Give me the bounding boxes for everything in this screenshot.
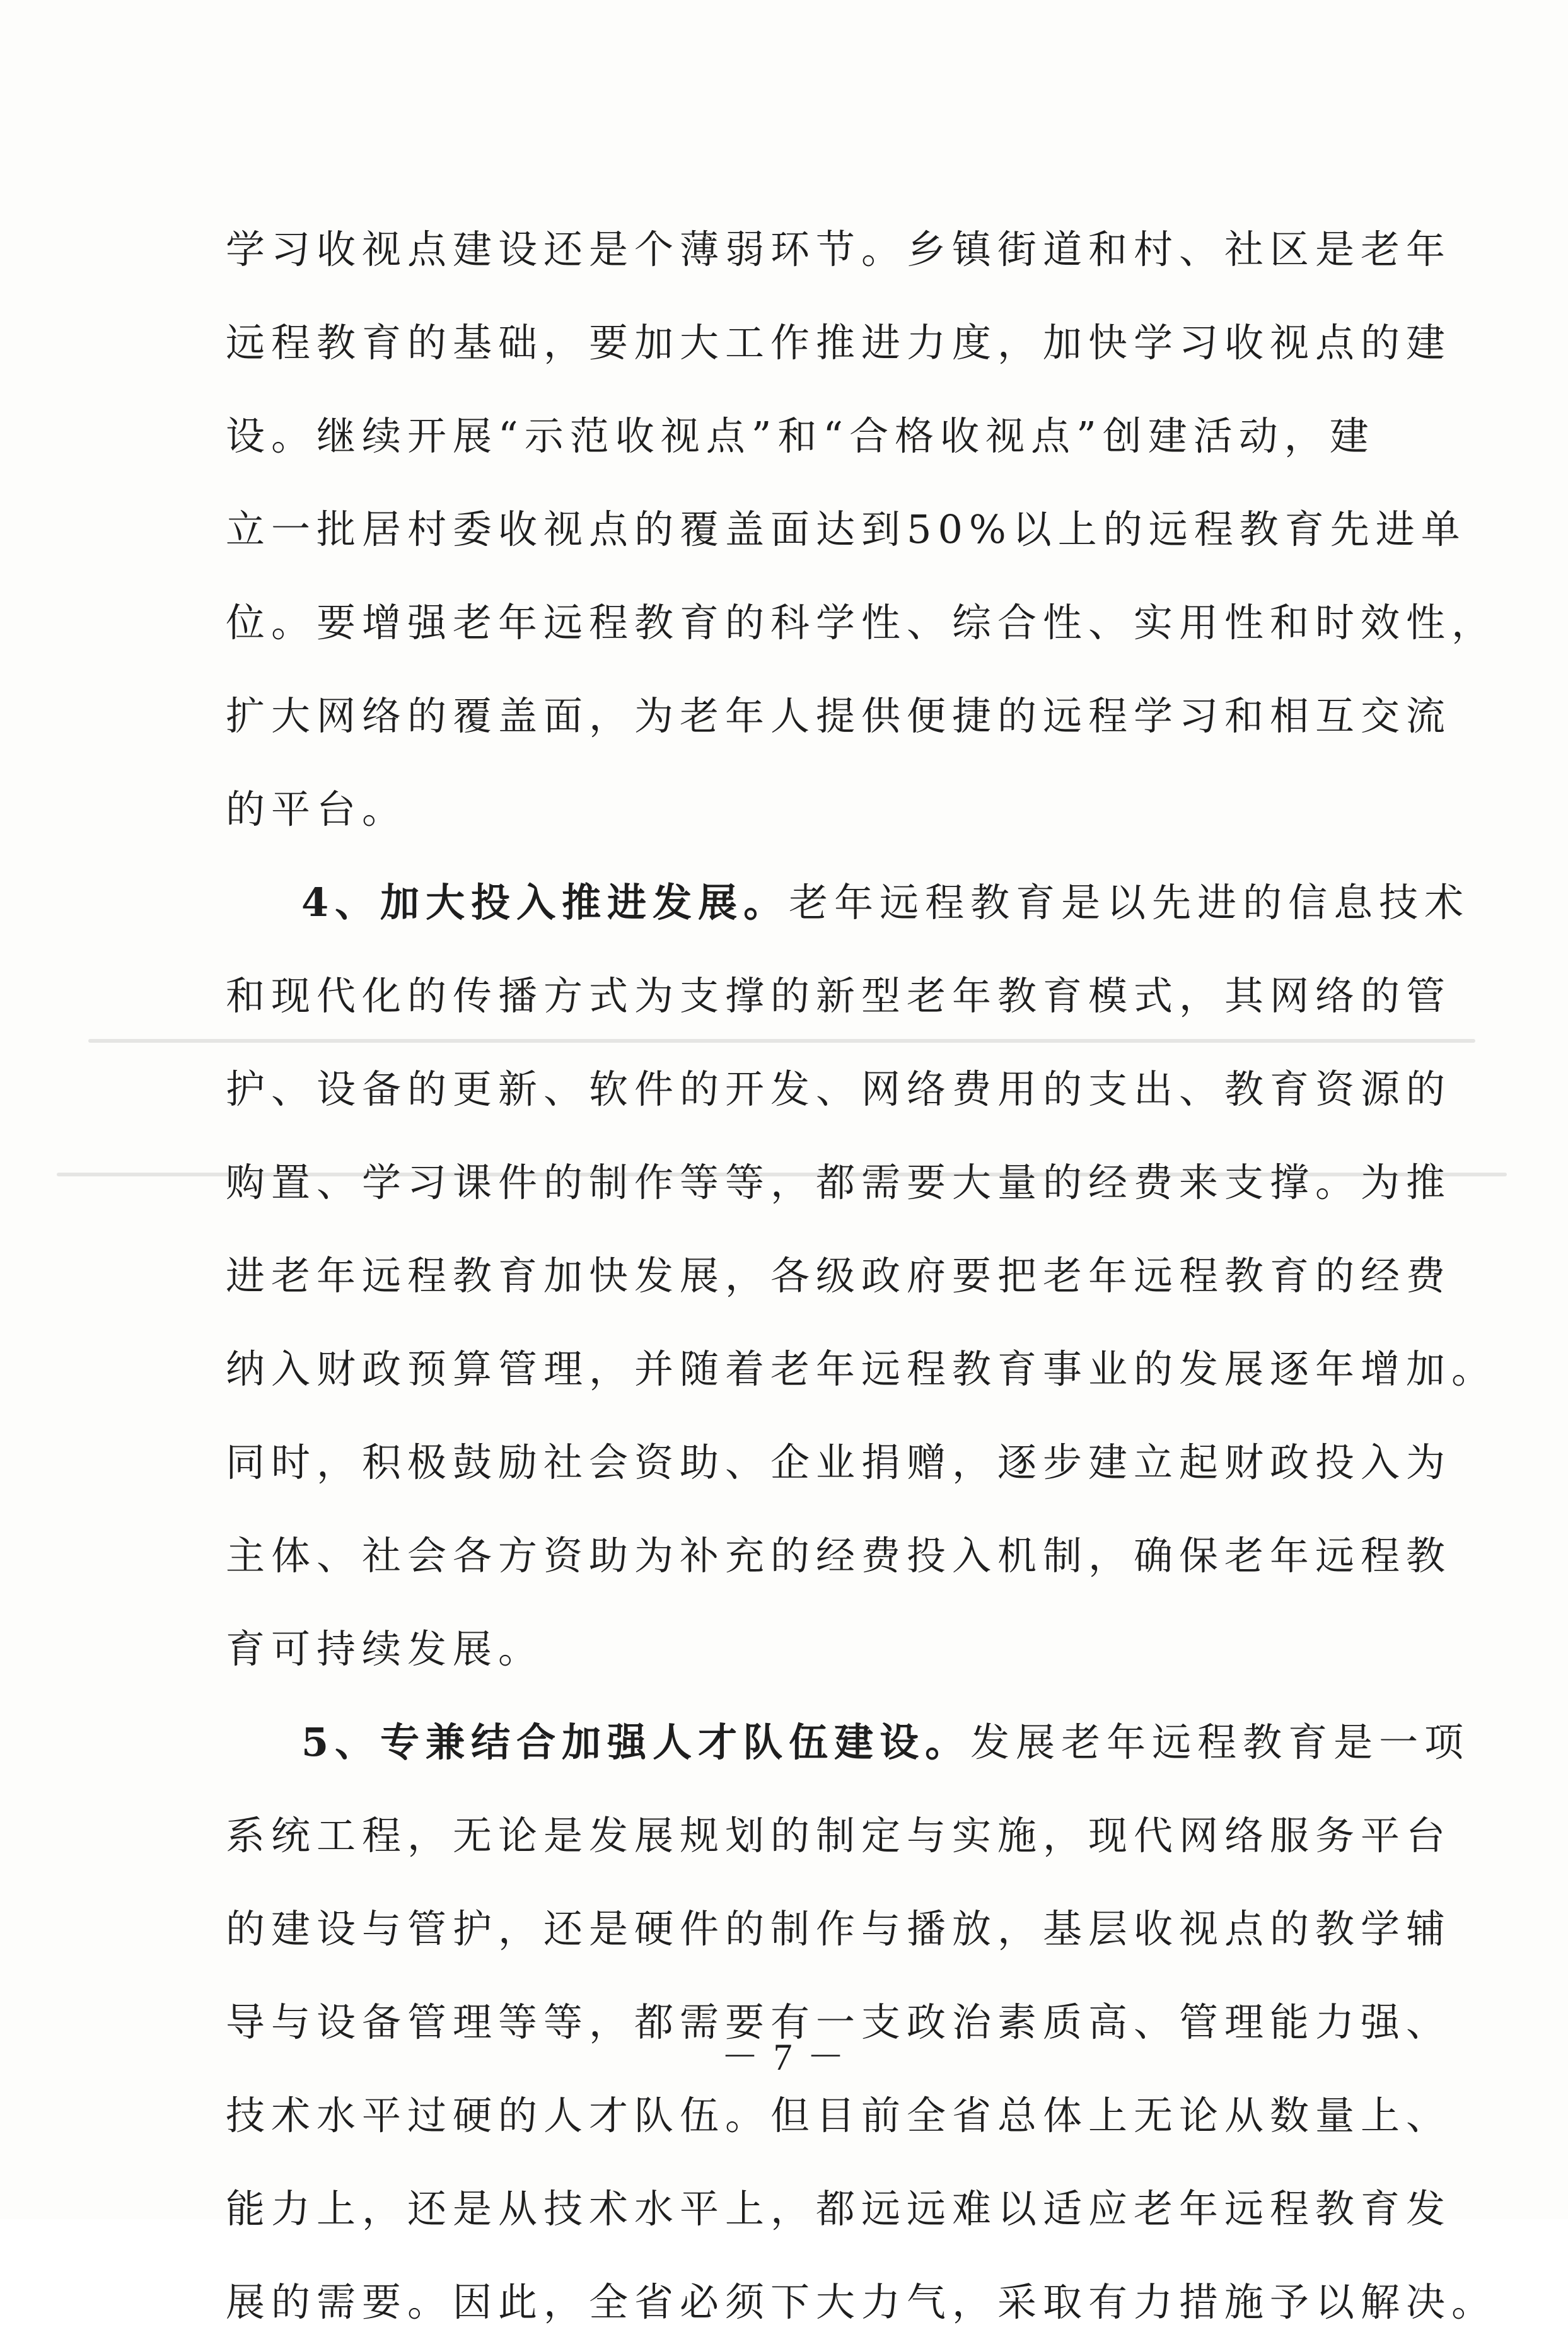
- text-line: 能力上，还是从技术水平上，都远远难以适应老年远程教育发: [226, 2186, 1452, 2232]
- text-line: 和现代化的传播方式为支撑的新型老年教育模式，其网络的管: [226, 973, 1452, 1019]
- scan-smudge: [57, 1173, 1507, 1176]
- text-line: 远程教育的基础，要加大工作推进力度，加快学习收视点的建: [226, 320, 1452, 366]
- text-line: 的平台。: [226, 786, 408, 832]
- scan-smudge: [88, 1039, 1475, 1043]
- paragraph-5-heading: 5、专兼结合加强人才队伍建设。: [301, 1719, 971, 1765]
- text-line: 纳入财政预算管理，并随着老年远程教育事业的发展逐年增加。: [226, 1346, 1497, 1392]
- text-line: 系统工程，无论是发展规划的制定与实施，现代网络服务平台: [226, 1812, 1452, 1859]
- text-line: 主体、社会各方资助为补充的经费投入机制，确保老年远程教: [226, 1533, 1452, 1579]
- text-line: 育可持续发展。: [226, 1626, 544, 1672]
- text-line: 扩大网络的覆盖面，为老年人提供便捷的远程学习和相互交流: [226, 693, 1452, 739]
- paragraph-4-first-line: [226, 856, 1470, 949]
- page-number: － 7 －: [721, 2036, 847, 2078]
- text-line-rest: 发展老年远程教育是一项: [970, 1719, 1470, 1765]
- text-line: 技术水平过硬的人才队伍。但目前全省总体上无论从数量上、: [226, 2092, 1452, 2138]
- text-line: 导与设备管理等等，都需要有一支政治素质高、管理能力强、: [226, 1999, 1452, 2045]
- text-line: 的建设与管护，还是硬件的制作与播放，基层收视点的教学辅: [226, 1906, 1452, 1952]
- paragraph-5-first-line: [226, 1696, 1470, 1789]
- text-line-rest: 老年远程教育是以先进的信息技术: [789, 879, 1470, 925]
- text-line: 位。要增强老年远程教育的科学性、综合性、实用性和时效性，: [226, 600, 1497, 646]
- text-line: 进老年远程教育加快发展，各级政府要把老年远程教育的经费: [226, 1253, 1452, 1299]
- text-line: 立一批居村委收视点的覆盖面达到50%以上的远程教育先进单: [226, 506, 1466, 552]
- text-line: 购置、学习课件的制作等等，都需要大量的经费来支撑。为推: [226, 1159, 1452, 1205]
- text-line: 设。继续开展“示范收视点”和“合格收视点”创建活动，建: [226, 413, 1375, 459]
- text-line: 同时，积极鼓励社会资助、企业捐赠，逐步建立起财政投入为: [226, 1439, 1452, 1485]
- text-line: 护、设备的更新、软件的开发、网络费用的支出、教育资源的: [226, 1066, 1452, 1112]
- text-line: 展的需要。因此，全省必须下大力气，采取有力措施予以解决。: [226, 2279, 1497, 2325]
- text-line: 学习收视点建设还是个薄弱环节。乡镇街道和村、社区是老年: [226, 226, 1452, 272]
- paragraph-4-heading: 4、加大投入推进发展。: [301, 879, 789, 925]
